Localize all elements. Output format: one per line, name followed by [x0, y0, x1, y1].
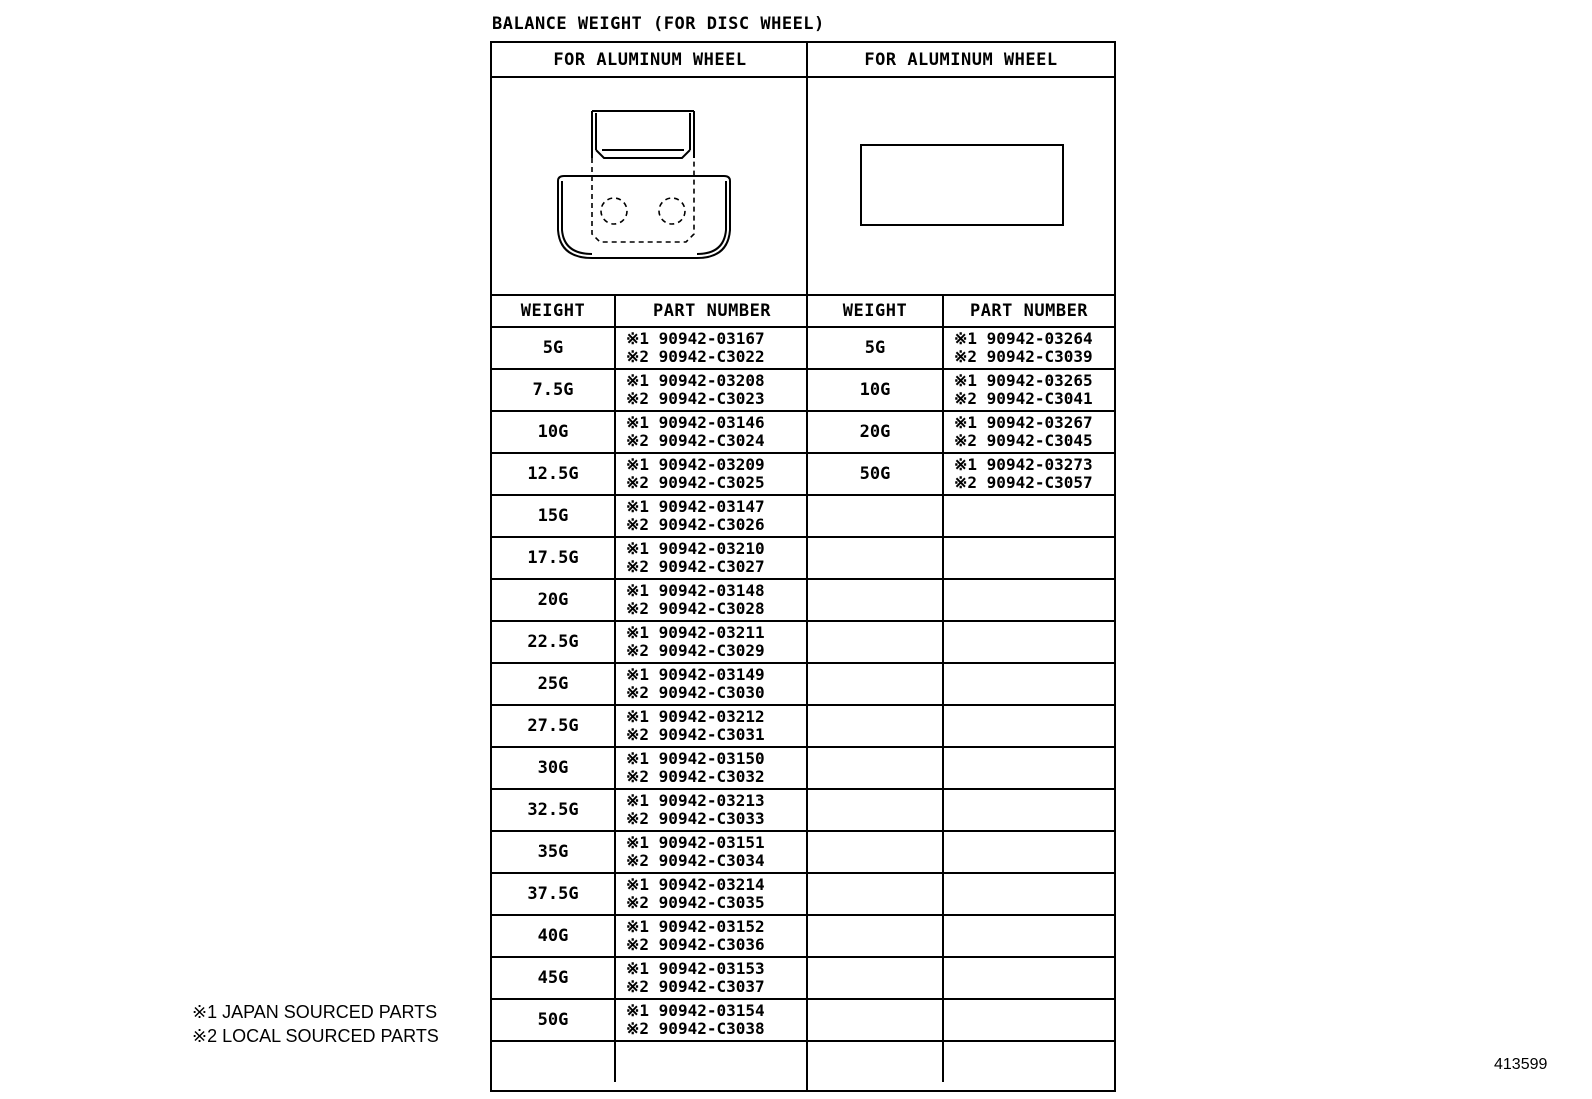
weight-cell [808, 916, 944, 956]
local-part-number: ※2 90942-C3057 [954, 473, 1093, 492]
part-number-cell [944, 790, 1114, 830]
part-number-cell [944, 454, 1114, 494]
table-row [808, 538, 1114, 580]
part-number-cell [944, 580, 1114, 620]
right-grid [808, 296, 1114, 1082]
local-part-number: ※2 90942-C3027 [626, 557, 765, 576]
japan-part-number: ※1 90942-03211 [626, 623, 765, 642]
table-row [492, 328, 808, 370]
table-row [492, 622, 808, 664]
table-row [808, 874, 1114, 916]
table-row [492, 412, 808, 454]
japan-part-number: ※1 90942-03210 [626, 539, 765, 558]
japan-part-number: ※1 90942-03212 [626, 707, 765, 726]
right-column-headers [808, 296, 1114, 328]
table-row [808, 412, 1114, 454]
footnote-local: ※2 LOCAL SOURCED PARTS [192, 1026, 439, 1046]
weight-cell [808, 664, 944, 704]
part-number-cell [944, 538, 1114, 578]
part-number-cell [616, 370, 808, 410]
japan-part-number: ※1 90942-03265 [954, 371, 1093, 390]
footnote-japan: ※1 JAPAN SOURCED PARTS [192, 1002, 438, 1022]
table-row [808, 328, 1114, 370]
weight-cell: 32.5G [492, 790, 616, 830]
part-number-cell [616, 622, 808, 662]
clip-weight-drawing [492, 78, 804, 294]
japan-part-number: ※1 90942-03148 [626, 581, 765, 600]
local-part-number: ※2 90942-C3032 [626, 767, 765, 786]
part-number-cell [616, 328, 808, 368]
table-row [492, 748, 808, 790]
table-row [808, 706, 1114, 748]
table-row [492, 538, 808, 580]
footnotes [192, 1000, 439, 1048]
part-number-cell [616, 454, 808, 494]
table-row [492, 1000, 808, 1042]
reference-number: 413599 [1494, 1056, 1548, 1073]
right-table-header: FOR ALUMINUM WHEEL [808, 43, 1114, 78]
weight-cell: 45G [492, 958, 616, 998]
weight-cell: 40G [492, 916, 616, 956]
weight-cell: 25G [492, 664, 616, 704]
local-part-number: ※2 90942-C3025 [626, 473, 765, 492]
part-number-cell [616, 1000, 808, 1040]
japan-part-number: ※1 90942-03267 [954, 413, 1093, 432]
part-number-cell [616, 580, 808, 620]
weight-cell [808, 1000, 944, 1040]
adhesive-weight-drawing [808, 78, 1114, 294]
part-number-cell [944, 622, 1114, 662]
weight-cell: 37.5G [492, 874, 616, 914]
part-number-cell [944, 748, 1114, 788]
japan-part-number: ※1 90942-03147 [626, 497, 765, 516]
part-number-cell [944, 496, 1114, 536]
weight-cell: 5G [808, 328, 944, 368]
part-number-cell [616, 832, 808, 872]
weight-cell [808, 622, 944, 662]
part-number-cell [616, 958, 808, 998]
local-part-number: ※2 90942-C3029 [626, 641, 765, 660]
table-row [492, 916, 808, 958]
part-number-cell [944, 706, 1114, 746]
part-number-cell [616, 706, 808, 746]
weight-cell: 50G [808, 454, 944, 494]
weight-cell [808, 496, 944, 536]
weight-cell: 5G [492, 328, 616, 368]
part-number-cell [944, 1042, 1114, 1082]
part-number-cell [944, 916, 1114, 956]
part-number-cell [944, 328, 1114, 368]
japan-part-number: ※1 90942-03149 [626, 665, 765, 684]
table-row [808, 832, 1114, 874]
local-part-number: ※2 90942-C3022 [626, 347, 765, 366]
local-part-number: ※2 90942-C3035 [626, 893, 765, 912]
part-number-cell [944, 958, 1114, 998]
japan-part-number: ※1 90942-03264 [954, 329, 1093, 348]
japan-part-number: ※1 90942-03273 [954, 455, 1093, 474]
table-row [492, 706, 808, 748]
table-row [808, 370, 1114, 412]
left-col-part: PART NUMBER [652, 301, 772, 321]
weight-cell: 50G [492, 1000, 616, 1040]
weight-cell [808, 832, 944, 872]
left-col-weight: WEIGHT [492, 296, 616, 326]
part-number-cell [944, 370, 1114, 410]
table-row [492, 370, 808, 412]
local-part-number: ※2 90942-C3037 [626, 977, 765, 996]
right-table [808, 43, 1114, 1090]
japan-part-number: ※1 90942-03153 [626, 959, 765, 978]
table-row [492, 874, 808, 916]
japan-part-number: ※1 90942-03209 [626, 455, 765, 474]
weight-cell: 7.5G [492, 370, 616, 410]
weight-cell: 27.5G [492, 706, 616, 746]
part-number-cell [616, 538, 808, 578]
part-number-cell [944, 412, 1114, 452]
part-number-cell [616, 412, 808, 452]
left-grid [492, 296, 808, 1082]
weight-cell: 17.5G [492, 538, 616, 578]
table-row [492, 790, 808, 832]
japan-part-number: ※1 90942-03167 [626, 329, 765, 348]
table-row [808, 454, 1114, 496]
japan-part-number: ※1 90942-03213 [626, 791, 765, 810]
weight-cell [808, 748, 944, 788]
left-table-header: FOR ALUMINUM WHEEL [492, 43, 808, 78]
weight-cell: 20G [492, 580, 616, 620]
weight-cell: 20G [808, 412, 944, 452]
japan-part-number: ※1 90942-03152 [626, 917, 765, 936]
weight-cell [808, 538, 944, 578]
weight-cell: 35G [492, 832, 616, 872]
table-row [808, 664, 1114, 706]
weight-cell: 10G [808, 370, 944, 410]
weight-cell: 30G [492, 748, 616, 788]
weight-cell [808, 790, 944, 830]
weight-cell: 10G [492, 412, 616, 452]
table-row [808, 1042, 1114, 1082]
weight-cell [492, 1042, 616, 1082]
part-number-cell [616, 496, 808, 536]
part-number-cell [616, 1042, 808, 1082]
part-number-cell [944, 832, 1114, 872]
table-row [492, 580, 808, 622]
table-row [808, 622, 1114, 664]
local-part-number: ※2 90942-C3034 [626, 851, 765, 870]
table-row [808, 916, 1114, 958]
weight-cell: 22.5G [492, 622, 616, 662]
table-row [808, 1000, 1114, 1042]
japan-part-number: ※1 90942-03214 [626, 875, 765, 894]
local-part-number: ※2 90942-C3028 [626, 599, 765, 618]
local-part-number: ※2 90942-C3041 [954, 389, 1093, 408]
part-number-cell [616, 790, 808, 830]
weight-cell [808, 958, 944, 998]
table-row [808, 790, 1114, 832]
table-row [492, 958, 808, 1000]
table-row [808, 748, 1114, 790]
table-row [808, 958, 1114, 1000]
page-title: BALANCE WEIGHT (FOR DISC WHEEL) [492, 14, 825, 34]
local-part-number: ※2 90942-C3030 [626, 683, 765, 702]
clip-on-weight-illustration [492, 78, 808, 296]
weight-cell [808, 580, 944, 620]
local-part-number: ※2 90942-C3039 [954, 347, 1093, 366]
part-number-cell [944, 874, 1114, 914]
local-part-number: ※2 90942-C3024 [626, 431, 765, 450]
weight-cell [808, 1042, 944, 1082]
japan-part-number: ※1 90942-03154 [626, 1001, 765, 1020]
part-number-cell [616, 916, 808, 956]
part-number-cell [616, 748, 808, 788]
local-part-number: ※2 90942-C3036 [626, 935, 765, 954]
local-part-number: ※2 90942-C3023 [626, 389, 765, 408]
table-row [492, 832, 808, 874]
local-part-number: ※2 90942-C3045 [954, 431, 1093, 450]
right-col-weight: WEIGHT [808, 296, 944, 326]
japan-part-number: ※1 90942-03146 [626, 413, 765, 432]
local-part-number: ※2 90942-C3026 [626, 515, 765, 534]
japan-part-number: ※1 90942-03208 [626, 371, 765, 390]
left-column-headers [492, 296, 808, 328]
weight-cell [808, 874, 944, 914]
part-number-cell [944, 664, 1114, 704]
left-table [492, 43, 808, 1090]
part-number-cell [944, 1000, 1114, 1040]
table-row [808, 496, 1114, 538]
adhesive-weight-illustration [808, 78, 1114, 296]
weight-cell: 12.5G [492, 454, 616, 494]
japan-part-number: ※1 90942-03150 [626, 749, 765, 768]
local-part-number: ※2 90942-C3031 [626, 725, 765, 744]
table-row [492, 496, 808, 538]
local-part-number: ※2 90942-C3033 [626, 809, 765, 828]
local-part-number: ※2 90942-C3038 [626, 1019, 765, 1038]
balance-weight-table [490, 41, 1116, 1092]
table-row [492, 664, 808, 706]
table-row [492, 1042, 808, 1082]
right-col-part: PART NUMBER [969, 301, 1089, 321]
part-number-cell [616, 874, 808, 914]
japan-part-number: ※1 90942-03151 [626, 833, 765, 852]
table-row [808, 580, 1114, 622]
weight-cell [808, 706, 944, 746]
part-number-cell [616, 664, 808, 704]
weight-cell: 15G [492, 496, 616, 536]
table-row [492, 454, 808, 496]
